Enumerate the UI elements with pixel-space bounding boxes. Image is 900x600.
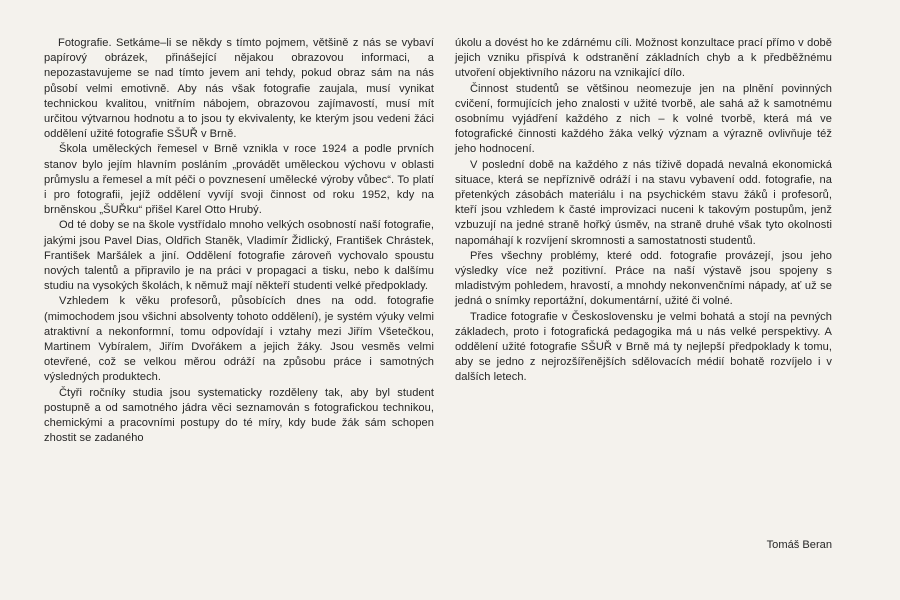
paragraph: Fotografie. Setkáme–li se někdy s tímto pojmem, většině z nás se vybaví papírový obrázek, přinášející nějakou obrazovou informaci, a nepozastavujeme se nad tímto jevem ani tehdy, pokud obraz sám na nás působí velmi emotivně. Aby nás však fotografie zaujala, musí vynikat technickou kvalitou, vnitřním nábojem, obrazovou zajímavostí, musí mít určitou výtvarnou hodnotu a to jsou ty ekvivalenty, ke kterým jsou vedeni žáci oddělení užité fotografie SŠUŘ v Brně. (44, 37, 434, 141)
right-text-column (455, 36, 832, 386)
paragraph: úkolu a dovést ho ke zdárnému cíli. Možnost konzultace prací přímo v době jejich vzniku přispívá k odstranění základních chyb a k předběžnému utvoření objektivního názoru na vznikající dílo. (455, 37, 832, 80)
paragraph: Vzhledem k věku profesorů, působících dnes na odd. fotografie (mimochodem jsou všichni absolventy tohoto oddělení), je systém výuky velmi atraktivní a nekonformní, tomu odpovídají i vztahy mezi Jiřím Všetečkou, Martinem Vybíralem, Jiřím Dvořákem a jejich žáky. Jsou vesměs velmi otevřené, což se velkou měrou odráží na způsobu práce i samotných výsledných produktech. (44, 295, 434, 384)
paragraph: Škola uměleckých řemesel v Brně vznikla v roce 1924 a podle prvních stanov bylo jejím hlavním posláním „provádět uměleckou výchovu v oblasti průmyslu a řemesel a mít péči o povznesení umělecké výroby vůbec“. To platí i pro fotografii, jejíž oddělení vyvíjí svoji činnost od roku 1952, kdy na brněnskou „ŠUŘku“ přišel Karel Otto Hrubý. (44, 143, 434, 217)
paragraph: Od té doby se na škole vystřídalo mnoho velkých osobností naší fotografie, jakými jsou Pavel Dias, Oldřich Staněk, Vladimír Židlický, František Chrástek, František Maršálek a jiní. Oddělení fotografie zároveň vychovalo spoustu nových talentů a připravilo je na práci v propagaci a tisku, nebo k dalšímu studiu na vysokých školách, k němuž mají někteří studenti velké předpoklady. (44, 219, 434, 293)
paragraph: Tradice fotografie v Československu je velmi bohatá a stojí na pevných základech, proto i fotografická pedagogika má u nás velké perspektivy. A oddělení užité fotografie SŠUŘ v Brně má ty nejlepší předpoklady k tomu, aby se jedno z nejrozšířenějších sdělovacích médií bohatě rozvíjelo i v dalších letech. (455, 310, 832, 384)
author-signature: Tomáš Beran (766, 539, 832, 551)
paragraph: Činnost studentů se většinou neomezuje jen na plnění povinných cvičení, formujících jeho znalosti v užité tvorbě, ale sahá až k samotnému osobnímu vyjádření každého z nich – k volné tvorbě, která má ve fotografické činnosti každého žáka velký význam a výrazně ovlivňuje též jeho hodnocení. (455, 82, 832, 156)
paragraph: V poslední době na každého z nás tíživě dopadá nevalná ekonomická situace, která se nepříznivě odráží i na stavu vybavení odd. fotografie, na přetenkých zásobách materiálu i na psychickém stavu žáků i profesorů, kteří jsou vzhledem k časté improvizaci nuceni k takovým postupům, jenž vzbuzují na jedné straně hořký úsměv, na straně druhé však tyto okolnosti napomáhají k rozvíjení skromnosti a samostatnosti studentů. (455, 158, 832, 247)
left-text-column (44, 36, 434, 446)
paragraph: Čtyři ročníky studia jsou systematicky rozděleny tak, aby byl student postupně a od samotného jádra věci seznamován s fotografickou technikou, chemickými a pracovními postupy do té míry, kdy bude žák sám schopen zhostit se zadaného (44, 386, 434, 445)
paragraph: Přes všechny problémy, které odd. fotografie provázejí, jsou jeho výsledky více než pozitivní. Práce na naší výstavě jsou spojeny s mladistvým pohledem, hravostí, a mnohdy nekonvenčními nápady, ať už se jedná o snímky reportážní, dokumentární, užité či volné. (455, 249, 832, 308)
